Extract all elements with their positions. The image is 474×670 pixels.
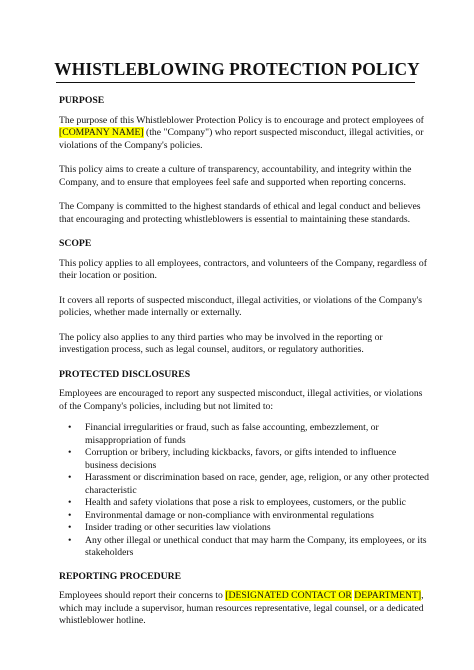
purpose-paragraph-1 bbox=[59, 115, 431, 153]
list-item-text: Harassment or discrimination based on race, gender, age, religion, or any other protected characteristic bbox=[85, 472, 429, 496]
list-item bbox=[68, 422, 431, 447]
purpose-p1-text: The purpose of this Whistleblower Protection Policy is to encourage and protect employees of bbox=[59, 114, 424, 126]
reporting-procedure-section bbox=[59, 571, 431, 628]
reporting-procedure-heading: REPORTING PROCEDURE bbox=[59, 570, 182, 582]
purpose-p1-text-rest: (the "Company") who report suspected misconduct, illegal activities, or violations of the Company's policies. bbox=[59, 127, 424, 151]
protected-disclosures-intro: Employees are encouraged to report any suspected misconduct, illegal activities, or violations of the Company's policies, including but not limited to: bbox=[59, 388, 423, 412]
document-title: WHISTLEBLOWING PROTECTION POLICY bbox=[54, 59, 420, 79]
scope-section bbox=[59, 238, 431, 357]
bullet-icon: • bbox=[68, 472, 72, 483]
list-item bbox=[68, 497, 431, 510]
list-item bbox=[68, 534, 431, 560]
bullet-icon: • bbox=[68, 534, 72, 546]
title-underline bbox=[56, 82, 415, 83]
disclosure-list bbox=[59, 422, 431, 560]
list-item-text: Insider trading or other securities law violations bbox=[85, 522, 271, 533]
scope-paragraph-2: It covers all reports of suspected misconduct, illegal activities, or violations of the Company's policies, whether made internally or externally. bbox=[59, 294, 423, 318]
bullet-icon: • bbox=[68, 522, 72, 533]
list-item bbox=[68, 522, 431, 535]
scope-heading: SCOPE bbox=[59, 238, 92, 249]
list-item-text: Health and safety violations that pose a risk to employees, customers, or the public bbox=[85, 497, 406, 508]
designated-contact-placeholder: [DESIGNATED CONTACT OR bbox=[225, 590, 352, 601]
department-placeholder: DEPARTMENT] bbox=[354, 590, 422, 601]
list-item-text: Any other illegal or unethical conduct that may harm the Company, its employees, or its stakeholders bbox=[85, 534, 427, 558]
bullet-icon: • bbox=[68, 422, 72, 433]
list-item bbox=[68, 447, 431, 472]
document-body bbox=[59, 95, 431, 640]
bullet-icon: • bbox=[68, 447, 72, 458]
bullet-icon: • bbox=[68, 509, 72, 521]
reporting-paragraph-1 bbox=[59, 590, 431, 628]
list-item bbox=[68, 472, 431, 497]
protected-disclosures-section bbox=[59, 369, 431, 560]
reporting-p1-text-rest: , which may include a supervisor, human resources representative, legal counsel, or a dedicated whistleblower hotline. bbox=[59, 590, 424, 626]
list-item-text: Financial irregularities or fraud, such as false accounting, embezzlement, or misappropriation of funds bbox=[85, 422, 379, 446]
company-name-placeholder: [COMPANY NAME] bbox=[59, 127, 144, 138]
list-item bbox=[68, 509, 431, 523]
list-item-text: Corruption or bribery, including kickbacks, favors, or gifts intended to influence business decisions bbox=[85, 447, 397, 471]
bullet-icon: • bbox=[68, 497, 72, 508]
protected-disclosures-heading: PROTECTED DISCLOSURES bbox=[59, 368, 191, 380]
purpose-paragraph-2: This policy aims to create a culture of transparency, accountability, and integrity within the Company, and to ensure that employees feel safe and supported when reporting concerns. bbox=[59, 164, 412, 188]
scope-paragraph-3: The policy also applies to any third parties who may be involved in the reporting or investigation process, such as legal counsel, auditors, or regulatory authorities. bbox=[59, 331, 383, 355]
reporting-p1-text: Employees should report their concerns to bbox=[59, 590, 226, 601]
purpose-section bbox=[59, 95, 431, 226]
purpose-heading: PURPOSE bbox=[59, 95, 105, 106]
scope-paragraph-1: This policy applies to all employees, contractors, and volunteers of the Company, regardless of their location or position. bbox=[59, 257, 427, 281]
purpose-paragraph-3: The Company is committed to the highest standards of ethical and legal conduct and believes that encouraging and protecting whistleblowers is essential to maintaining these standards. bbox=[59, 201, 421, 225]
list-item-text: Environmental damage or non-compliance with environmental regulations bbox=[85, 509, 374, 521]
